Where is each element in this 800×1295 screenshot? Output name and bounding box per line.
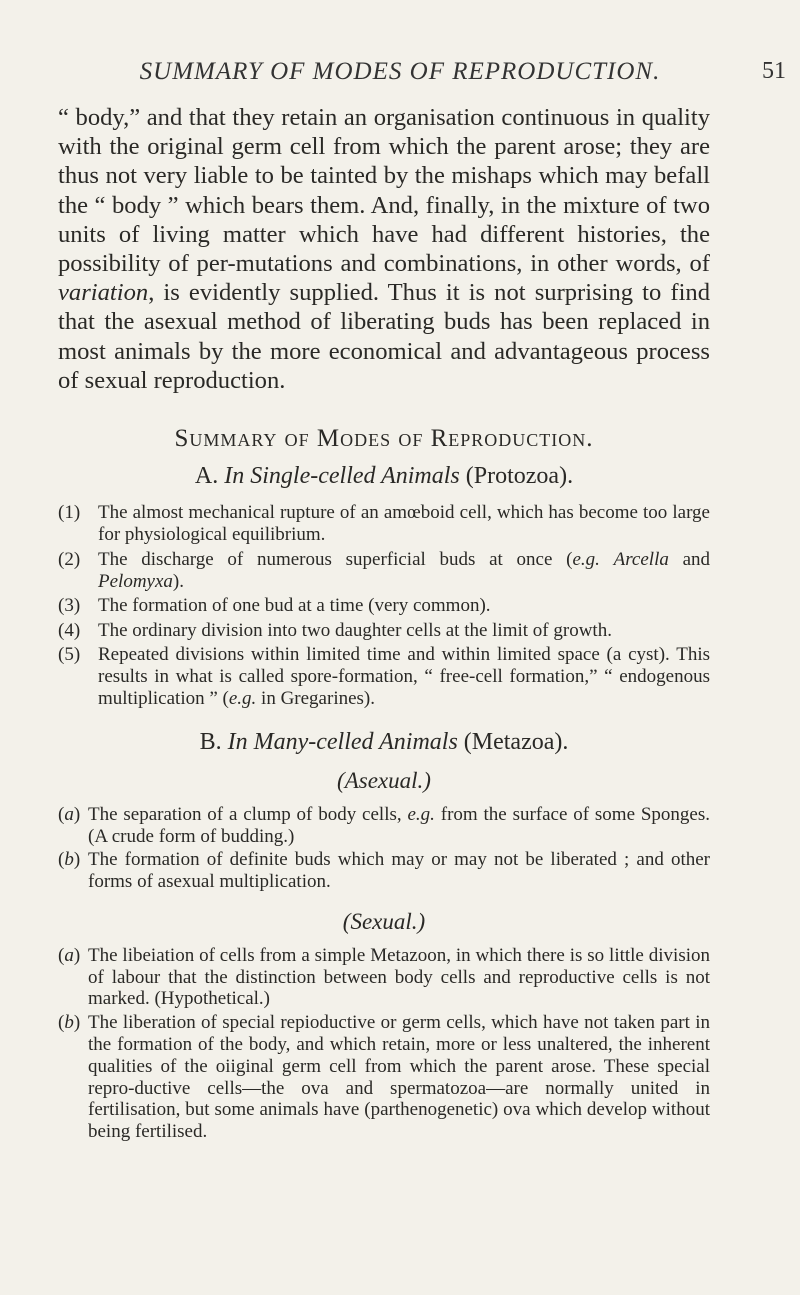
subsection-b-title	[58, 729, 710, 756]
item-letter-char: a	[64, 944, 74, 966]
item-text: The ordinary division into two daughter cells at the limit of growth.	[98, 619, 612, 641]
item-eg: e.g.	[228, 688, 257, 710]
list-item	[58, 1012, 710, 1143]
asexual-heading: (Asexual.)	[337, 767, 431, 793]
item-text: The formation of definite buds which may or may not be liberated ; and other forms of asexual multiplication.	[88, 849, 710, 893]
item-text: The discharge of numerous superficial buds at once (	[98, 548, 573, 570]
item-number: (5)	[58, 643, 81, 665]
page-number: 51	[762, 58, 786, 84]
sexual-heading: (Sexual.)	[342, 908, 426, 934]
section-title: Summary of Modes of Reproduction.	[174, 425, 594, 453]
list-item	[58, 849, 710, 893]
list-item	[58, 644, 710, 711]
sexual-list	[58, 945, 710, 1143]
item-text-end: from the surface of some Sponges. (A crude form of budding.)	[88, 803, 711, 847]
intro-paragraph	[58, 103, 710, 395]
item-eg: e.g.	[572, 548, 600, 570]
list-item	[58, 804, 710, 848]
item-text: The libeiation of cells from a simple Metazoon, in which there is so little division of labour that the distinction between body cells and reproductive cells is not marked. (Hypothetical.)	[88, 944, 710, 1010]
list-item	[58, 620, 710, 642]
subsection-a-letter: A.	[194, 463, 219, 490]
item-example: Arcella	[613, 548, 669, 570]
list-item	[58, 595, 710, 617]
item-text-end: ).	[172, 570, 184, 592]
body-text	[58, 103, 710, 1145]
subsection-a-suffix: (Protozoa).	[465, 463, 574, 490]
item-letter: (b)	[58, 849, 81, 871]
item-number: (3)	[58, 595, 81, 617]
subsection-b-letter: B.	[199, 728, 222, 755]
item-number: (1)	[58, 502, 81, 524]
running-head	[0, 58, 800, 88]
intro-emphasis: variation	[58, 279, 149, 307]
item-text: The separation of a clump of body cells,	[88, 803, 402, 825]
asexual-list	[58, 804, 710, 893]
list-item	[58, 945, 710, 1010]
item-letter: (a)	[58, 944, 81, 966]
item-letter-char: b	[64, 849, 74, 871]
item-text-end: in Gregarines).	[261, 688, 376, 710]
intro-text-before: “ body,” and that they retain an organisation continuous in quality with the original germ cell from which the parent arose; they are thus not very liable to be tainted by the mishaps which may befall the “ body ” which bears them. And, finally, in the mixture of two units of living matter which have had different histories, the possibility of per-mutations and combinations, in other words, of	[58, 104, 710, 278]
subsection-b-italic: In Many-celled Animals	[227, 728, 458, 755]
item-number: (4)	[58, 619, 81, 641]
item-example: Pelomyxa	[98, 570, 173, 592]
list-item	[58, 549, 710, 594]
item-letter: (b)	[58, 1012, 81, 1034]
item-text-and: and	[682, 548, 710, 570]
subsection-a-italic: In Single-celled Animals	[224, 463, 460, 490]
item-letter-char: a	[64, 803, 74, 825]
running-head-title: SUMMARY OF MODES OF REPRODUCTION.	[139, 58, 661, 85]
list-item	[58, 502, 710, 547]
item-eg: e.g.	[407, 803, 435, 825]
subsection-b-suffix: (Metazoa).	[463, 728, 569, 755]
protozoa-list	[58, 502, 710, 711]
item-letter-char: b	[64, 1012, 74, 1034]
item-number: (2)	[58, 548, 81, 570]
item-text: The formation of one bud at a time (very common).	[98, 595, 491, 617]
item-letter: (a)	[58, 803, 81, 825]
item-text: The liberation of special repioductive or germ cells, which have not taken part in the formation of the body, and which retain, more or less unaltered, the inherent qualities of the oiiginal germ cell from which the parent arose. These special repro-ductive cells—the ova and spermatozoa—are normally united in fertilisation, but some animals have (parthenogenetic) ova which develop without being fertilised.	[88, 1012, 710, 1143]
item-text: The almost mechanical rupture of an amœboid cell, which has become too large for physiological equilibrium.	[98, 502, 710, 546]
item-text: Repeated divisions within limited time and within limited space (a cyst). This results in what is called spore-formation, “ free-cell formation,” “ endogenous multiplication ” (	[98, 643, 710, 710]
intro-text-after: , is evidently supplied. Thus it is not surprising to find that the asexual method of liberating buds has been replaced in most animals by the more economical and advantageous process of sexual reproduction.	[58, 279, 710, 394]
subsection-a-title	[58, 463, 710, 490]
